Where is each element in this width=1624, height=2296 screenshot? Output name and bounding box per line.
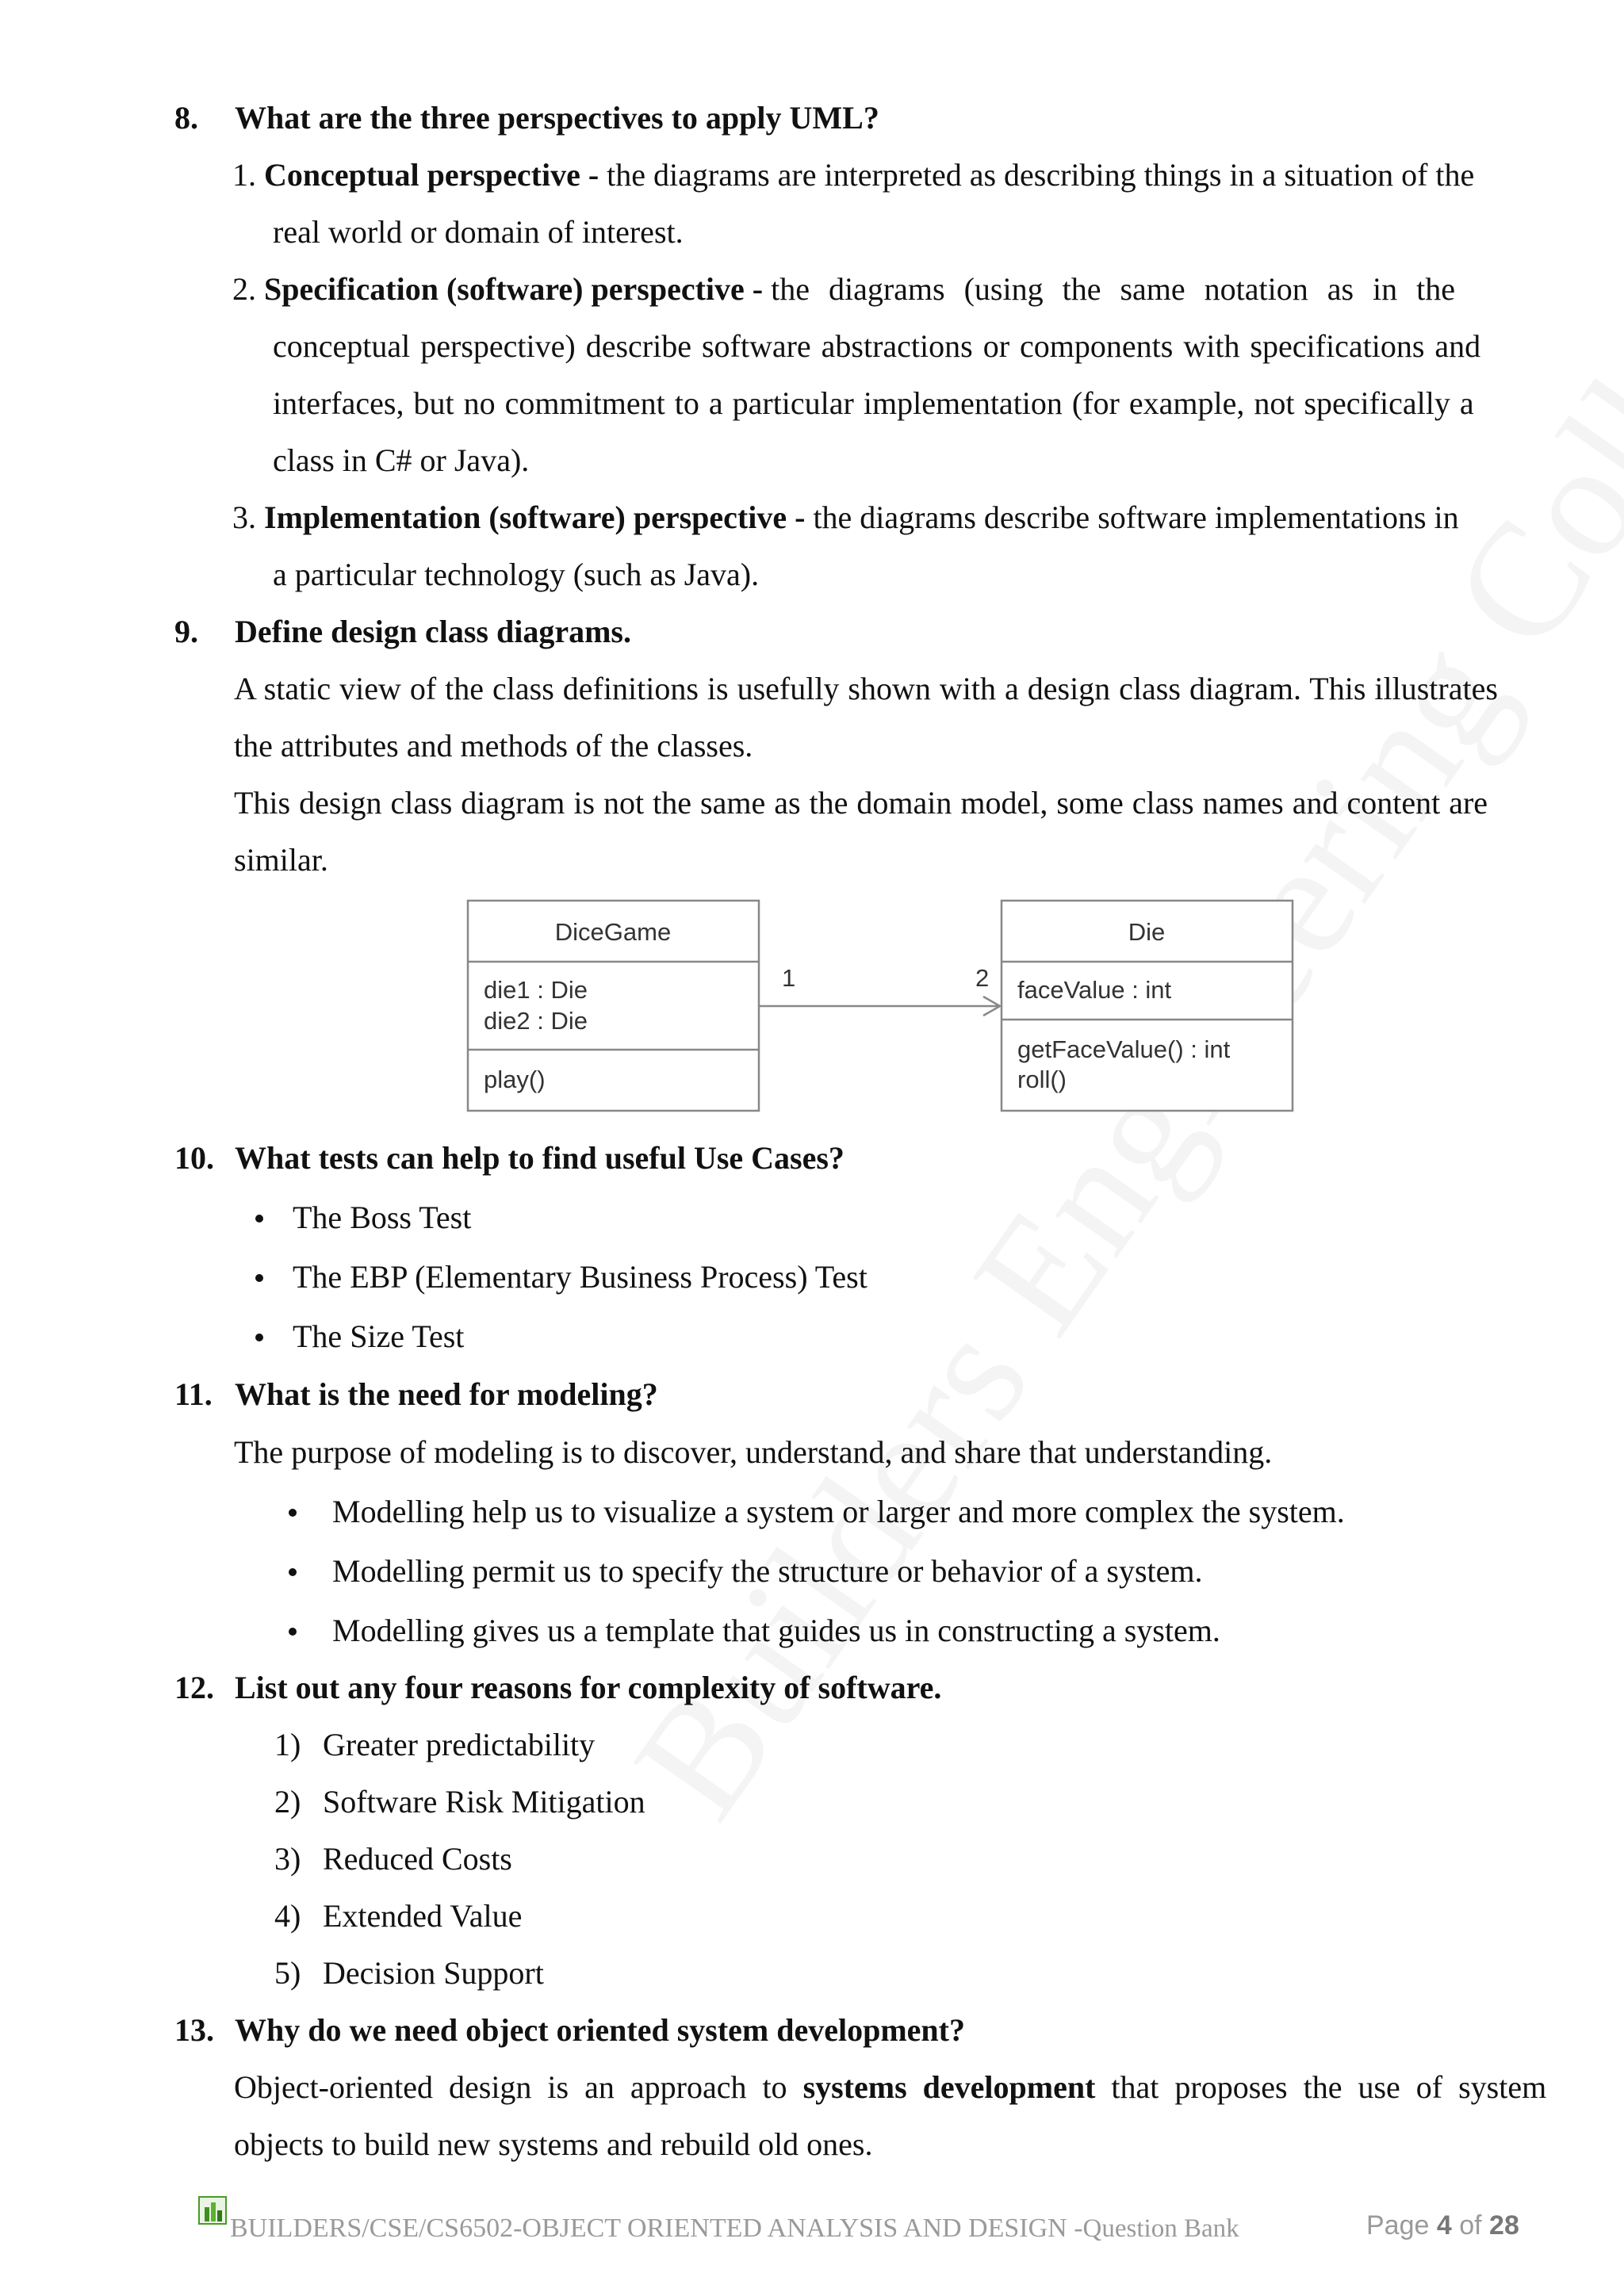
method: play() bbox=[484, 1066, 546, 1093]
question-10 bbox=[174, 1139, 845, 1177]
question-8 bbox=[174, 99, 879, 136]
question-text: Why do we need object oriented system development? bbox=[235, 2012, 965, 2048]
q8-item-2-cont-1: conceptual perspective) describe software abstractions or components with specifications and bbox=[273, 328, 1481, 364]
q13-emphasis: systems development bbox=[802, 2069, 1096, 2105]
question-text: What are the three perspectives to apply UML? bbox=[235, 100, 879, 136]
page-current: 4 bbox=[1436, 2210, 1452, 2241]
question-text: Define design class diagrams. bbox=[235, 614, 631, 649]
footer-path bbox=[230, 2214, 1239, 2244]
q11-intro: The purpose of modeling is to discover, understand, and share that understanding. bbox=[234, 1434, 1273, 1470]
bullet-icon bbox=[289, 1628, 297, 1636]
item-text: the diagrams (using the same notation as in the bbox=[771, 271, 1456, 307]
attribute: die2 : Die bbox=[484, 1007, 588, 1035]
question-11 bbox=[174, 1376, 658, 1413]
item-text: the diagrams are interpreted as describing things in a situation of the bbox=[607, 157, 1475, 193]
question-text: List out any four reasons for complexity of software. bbox=[235, 1670, 942, 1705]
question-number: 12. bbox=[174, 1670, 214, 1705]
q8-item-3-cont: a particular technology (such as Java). bbox=[273, 557, 760, 592]
q13-line-1 bbox=[234, 2068, 1546, 2106]
college-logo-icon bbox=[198, 2196, 227, 2225]
bullet-icon bbox=[255, 1334, 263, 1341]
question-12 bbox=[174, 1669, 941, 1706]
bullet-icon bbox=[289, 1509, 297, 1517]
page-of: of bbox=[1459, 2210, 1482, 2241]
attribute: die1 : Die bbox=[484, 976, 588, 1004]
bullet-icon bbox=[255, 1274, 263, 1282]
question-number: 13. bbox=[174, 2012, 214, 2048]
association-arrow bbox=[759, 964, 1000, 1016]
page-total: 28 bbox=[1489, 2210, 1519, 2241]
question-text: What tests can help to find useful Use Cases? bbox=[235, 1140, 845, 1176]
bullet-icon bbox=[255, 1215, 263, 1223]
question-number: 8. bbox=[174, 100, 198, 136]
item-number: 1. bbox=[232, 157, 256, 193]
bullet-icon bbox=[289, 1568, 297, 1576]
footer-suffix: Question Bank bbox=[1082, 2214, 1239, 2243]
q12-item-5: Decision Support bbox=[323, 1955, 544, 1991]
q8-item-1 bbox=[232, 156, 1474, 193]
q8-item-2 bbox=[232, 270, 1455, 308]
q10-bullet-3: The Size Test bbox=[293, 1318, 465, 1354]
item-text: the diagrams describe software implementations in bbox=[813, 499, 1459, 535]
q12-item-3-number: 3) bbox=[274, 1841, 301, 1877]
multiplicity-right: 2 bbox=[975, 964, 990, 992]
item-sep: - bbox=[580, 157, 607, 193]
q8-item-3 bbox=[232, 499, 1459, 536]
q13-text: Object-oriented design is an approach to bbox=[234, 2069, 787, 2105]
q12-item-4-number: 4) bbox=[274, 1898, 301, 1934]
class-name: DiceGame bbox=[554, 918, 672, 946]
uml-class-diagram bbox=[460, 893, 1300, 1123]
question-number: 11. bbox=[174, 1376, 213, 1412]
attribute: faceValue : int bbox=[1017, 976, 1172, 1004]
method: getFaceValue() : int bbox=[1017, 1035, 1231, 1063]
q12-item-5-number: 5) bbox=[274, 1955, 301, 1991]
question-text: What is the need for modeling? bbox=[235, 1376, 658, 1412]
item-sep: - bbox=[744, 271, 772, 307]
q8-item-2-cont-2: interfaces, but no commitment to a particular implementation (for example, not specifically a bbox=[273, 385, 1474, 421]
class-name: Die bbox=[1128, 918, 1166, 946]
q8-item-2-cont-3: class in C# or Java). bbox=[273, 442, 530, 478]
item-number: 3. bbox=[232, 499, 256, 535]
page-number bbox=[1366, 2210, 1519, 2241]
q11-bullet-3: Modelling gives us a template that guides us in constructing a system. bbox=[332, 1613, 1220, 1648]
multiplicity-left: 1 bbox=[782, 964, 796, 992]
item-sep: - bbox=[787, 499, 814, 535]
q10-bullet-1: The Boss Test bbox=[293, 1200, 472, 1235]
class-dicegame bbox=[468, 901, 759, 1111]
q12-item-4: Extended Value bbox=[323, 1898, 523, 1934]
page-word: Page bbox=[1366, 2210, 1430, 2241]
q13-text: that proposes the use of system bbox=[1111, 2069, 1547, 2105]
q9-para-1-line-1: A static view of the class definitions is usefully shown with a design class diagram. This illustrates bbox=[234, 671, 1498, 706]
q9-para-2-line-2: similar. bbox=[234, 842, 328, 878]
question-number: 10. bbox=[174, 1140, 214, 1176]
class-die bbox=[1002, 901, 1293, 1111]
q11-bullet-1: Modelling help us to visualize a system or larger and more complex the system. bbox=[332, 1494, 1345, 1529]
item-number: 2. bbox=[232, 271, 256, 307]
question-9 bbox=[174, 613, 631, 650]
q8-item-1-cont: real world or domain of interest. bbox=[273, 214, 684, 250]
q10-bullet-2: The EBP (Elementary Business Process) Test bbox=[293, 1259, 868, 1295]
item-term: Implementation (software) perspective bbox=[264, 499, 787, 535]
question-13 bbox=[174, 2011, 965, 2049]
q12-item-1: Greater predictability bbox=[323, 1727, 596, 1762]
item-term: Specification (software) perspective bbox=[264, 271, 745, 307]
q12-item-2: Software Risk Mitigation bbox=[323, 1784, 645, 1820]
q12-item-1-number: 1) bbox=[274, 1727, 301, 1762]
q12-item-3: Reduced Costs bbox=[323, 1841, 512, 1877]
q9-para-2-line-1: This design class diagram is not the same as the domain model, some class names and content are bbox=[234, 785, 1488, 821]
method: roll() bbox=[1017, 1066, 1067, 1093]
footer-path-text: BUILDERS/CSE/CS6502-OBJECT ORIENTED ANALYSIS AND DESIGN - bbox=[230, 2214, 1083, 2243]
q12-item-2-number: 2) bbox=[274, 1784, 301, 1820]
item-term: Conceptual perspective bbox=[264, 157, 580, 193]
q9-para-1-line-2: the attributes and methods of the classes. bbox=[234, 728, 753, 763]
question-number: 9. bbox=[174, 614, 198, 649]
q11-bullet-2: Modelling permit us to specify the structure or behavior of a system. bbox=[332, 1553, 1203, 1589]
q13-line-2: objects to build new systems and rebuild old ones. bbox=[234, 2126, 873, 2162]
